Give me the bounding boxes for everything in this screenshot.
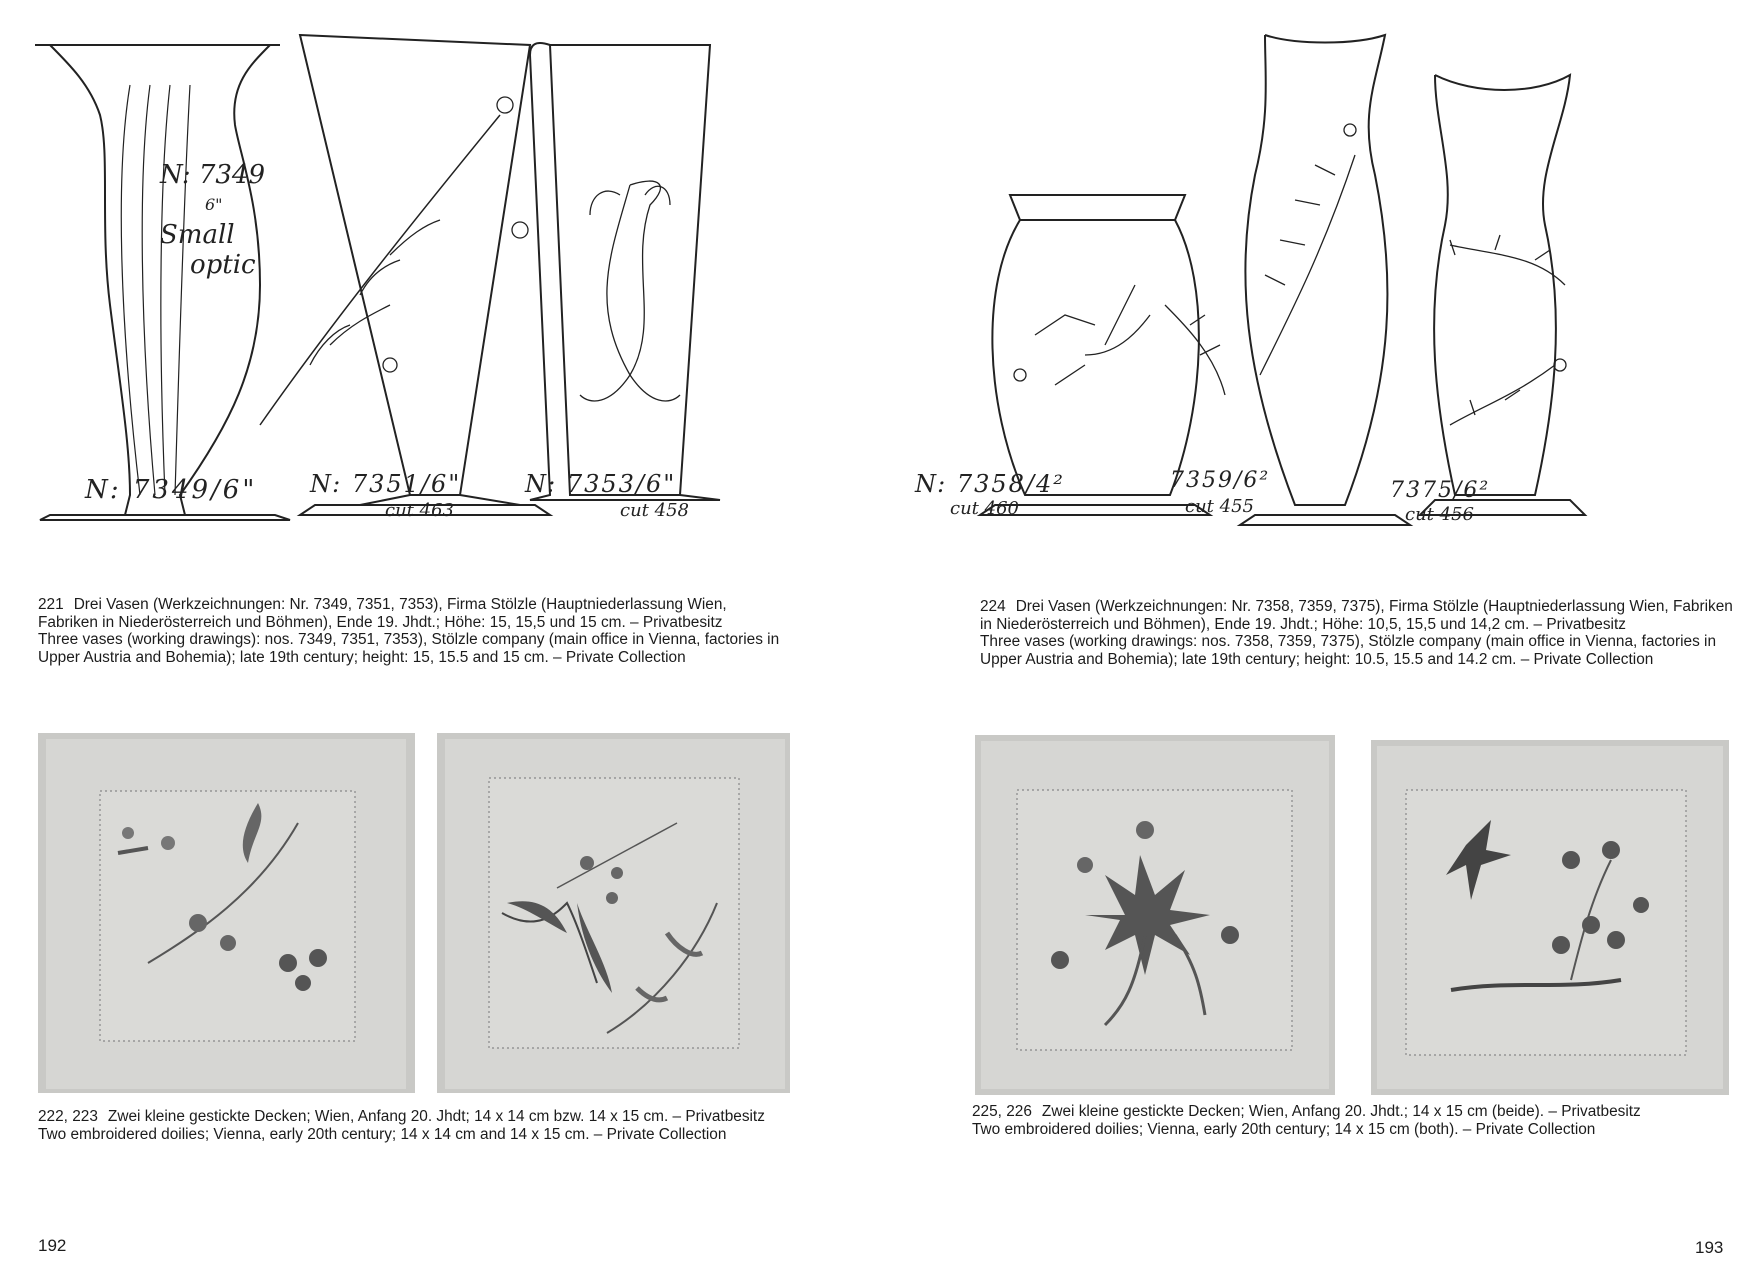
caption-222-223 (38, 1108, 793, 1143)
caption-english-text: Three vases (working drawings: nos. 7358, 7359, 7375), Stölzle company (main office in Vienna, factories in Upper Austria and Bohemia); late 19th century; height: 10.5, 15.5 and 14.2 cm. – Private Collection (980, 633, 1717, 668)
drawing-number-7375: 7375/6² (1390, 478, 1491, 503)
photo-doily-222 (38, 733, 415, 1093)
drawing-cut-455: cut 455 (1185, 496, 1254, 517)
caption-number: 221 (38, 596, 64, 613)
photo-doily-225 (975, 735, 1335, 1095)
drawing-number-7349: N: 7349/6" (85, 475, 258, 505)
right-page (875, 0, 1750, 1271)
drawing-cut-456: cut 456 (1405, 504, 1474, 525)
caption-english-text: Three vases (working drawings): nos. 7349, 7351, 7353), Stölzle company (main office in Vienna, factories in Upper Austria and Bohemia); late 19th century; height: 15, 15.5 and 15 cm. – Private Collection (38, 631, 780, 666)
caption-german-text: Drei Vasen (Werkzeichnungen: Nr. 7349, 7351, 7353), Firma Stölzle (Hauptniederlassung Wien, Fabriken in Niederösterreich und Böhmen), Ende 19. Jhdt.; Höhe: 15, 15,5 und 15 cm. – Privatbesitz (38, 596, 727, 631)
caption-german-text: Zwei kleine gestickte Decken; Wien, Anfang 20. Jhdt.; 14 x 15 cm (beide). – Privatbesitz (1041, 1103, 1641, 1120)
page-number-left: 192 (38, 1236, 67, 1255)
caption-german-text: Drei Vasen (Werkzeichnungen: Nr. 7358, 7359, 7375), Firma Stölzle (Hauptniederlassung Wien, Fabriken in Niederösterreich und Böhmen), Ende 19. Jhdt.; Höhe: 10,5, 15,5 und 14,2 cm. – Privatbesitz (980, 598, 1733, 633)
drawing-number-7359: 7359/6² (1170, 468, 1271, 493)
caption-224-de (980, 598, 1745, 633)
drawing-number-7353: N: 7353/6" (525, 470, 677, 498)
label-text3: Small (160, 220, 235, 250)
label-text2: 6" (205, 195, 223, 214)
label-text4: optic (190, 250, 256, 280)
caption-english-text: Two embroidered doilies; Vienna, early 20th century; 14 x 14 cm and 14 x 15 cm. – Private Collection (38, 1125, 727, 1143)
caption-german-text: Zwei kleine gestickte Decken; Wien, Anfang 20. Jhdt; 14 x 14 cm bzw. 14 x 15 cm. – Privatbesitz (107, 1108, 765, 1125)
caption-221-de (38, 596, 783, 631)
photo-doily-226 (1371, 740, 1729, 1095)
caption-225-226 (972, 1103, 1737, 1138)
drawing-cut-458: cut 458 (620, 500, 689, 521)
drawing-number-7358: N: 7358/4² (915, 470, 1065, 498)
drawing-cut-463: cut 463 (385, 500, 454, 521)
doily-photo-222 (38, 733, 415, 1093)
caption-number: 222, 223 (38, 1108, 98, 1125)
caption-225-de (972, 1103, 1737, 1121)
doily-photo-225 (975, 735, 1335, 1095)
caption-224 (980, 598, 1745, 668)
drawing-number-7351: N: 7351/6" (310, 470, 462, 498)
page-number-right: 193 (1695, 1238, 1724, 1257)
caption-number: 225, 226 (972, 1103, 1032, 1120)
drawing-cut-460: cut 460 (950, 498, 1019, 519)
caption-english-text: Two embroidered doilies; Vienna, early 20th century; 14 x 15 cm (both). – Private Collection (972, 1120, 1596, 1138)
vase-drawings-224 (975, 25, 1735, 585)
caption-221 (38, 596, 783, 666)
doily-photo-223 (437, 733, 790, 1093)
caption-222-de (38, 1108, 793, 1126)
handwritten-label-7349 (160, 160, 265, 280)
label-text: N: 7349 (160, 160, 266, 190)
caption-number: 224 (980, 598, 1006, 615)
photo-doily-223 (437, 733, 790, 1093)
vase-line-drawing (975, 25, 1735, 585)
doily-photo-226 (1371, 740, 1729, 1095)
